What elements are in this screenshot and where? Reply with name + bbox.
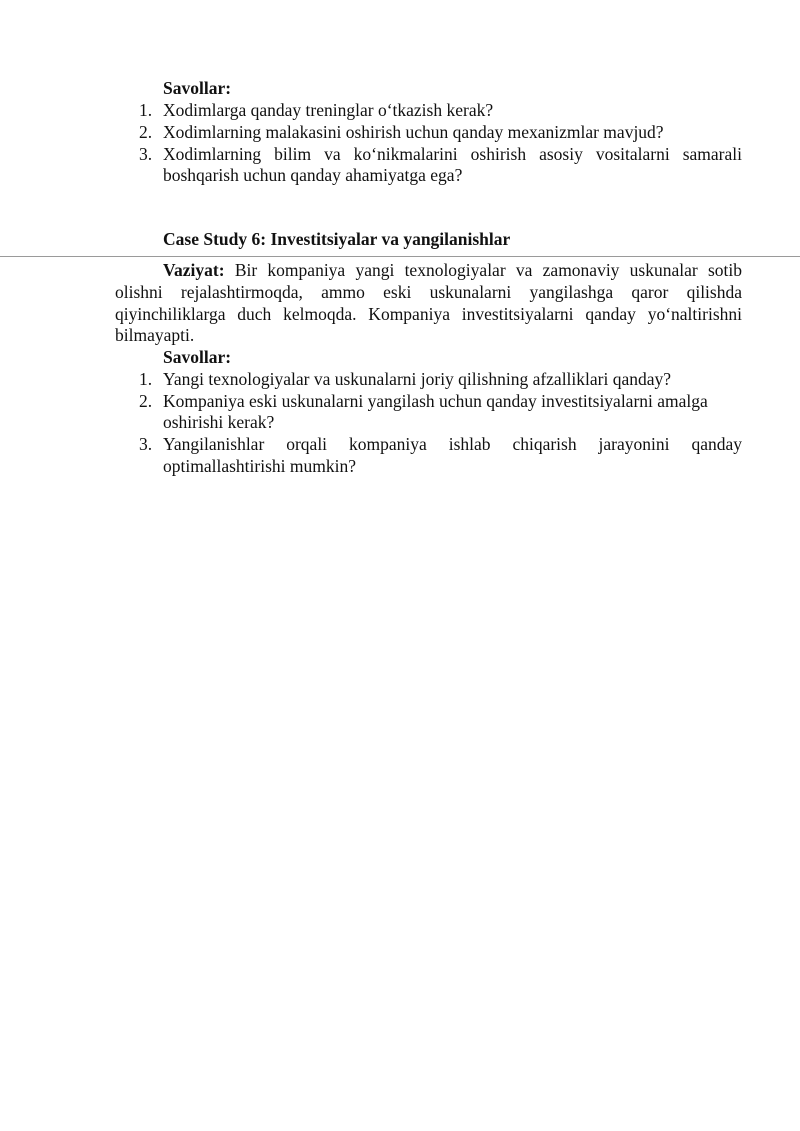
question-number: 1.: [139, 369, 153, 389]
situation-text: Bir kompaniya yangi texnologiyalar va zamonaviy uskunalar sotib: [234, 260, 742, 280]
question-number: 3.: [139, 144, 153, 164]
question-text: Yangi texnologiyalar va uskunalarni joriy qilishning afzalliklari qanday?: [163, 369, 672, 389]
question-text: Yangilanishlar orqali kompaniya ishlab chiqarish jarayonini qanday: [163, 434, 742, 454]
question-number: 2.: [139, 391, 153, 411]
case-study-title: Case Study 6: Investitsiyalar va yangilanishlar: [163, 229, 511, 249]
situation-line: qiyinchiliklarga duch kelmoqda. Kompaniya investitsiyalarni qanday yo‘naltirishni: [115, 304, 742, 324]
question-text: Xodimlarning bilim va ko‘nikmalarini oshirish asosiy vositalarni samarali: [163, 144, 742, 164]
situation-line: [163, 259, 742, 281]
questions-heading: Savollar:: [163, 347, 232, 367]
question-number: 1.: [139, 100, 153, 120]
situation-line: olishni rejalashtirmoqda, ammo eski uskunalarni yangilashga qaror qilishda: [115, 282, 742, 302]
horizontal-divider: [0, 256, 800, 257]
question-number: 3.: [139, 434, 153, 454]
question-text-continued: boshqarish uchun qanday ahamiyatga ega?: [163, 165, 463, 185]
situation-line: bilmayapti.: [115, 325, 195, 345]
question-text: Kompaniya eski uskunalarni yangilash uchun qanday investitsiyalarni amalga: [163, 391, 708, 411]
question-text: Xodimlarga qanday treninglar o‘tkazish kerak?: [163, 100, 494, 120]
questions-heading: Savollar:: [163, 78, 232, 98]
question-text: Xodimlarning malakasini oshirish uchun qanday mexanizmlar mavjud?: [163, 122, 664, 142]
situation-label: Vaziyat:: [163, 260, 225, 280]
question-number: 2.: [139, 122, 153, 142]
question-text-continued: oshirishi kerak?: [163, 412, 275, 432]
question-text-continued: optimallashtirishi mumkin?: [163, 456, 356, 476]
